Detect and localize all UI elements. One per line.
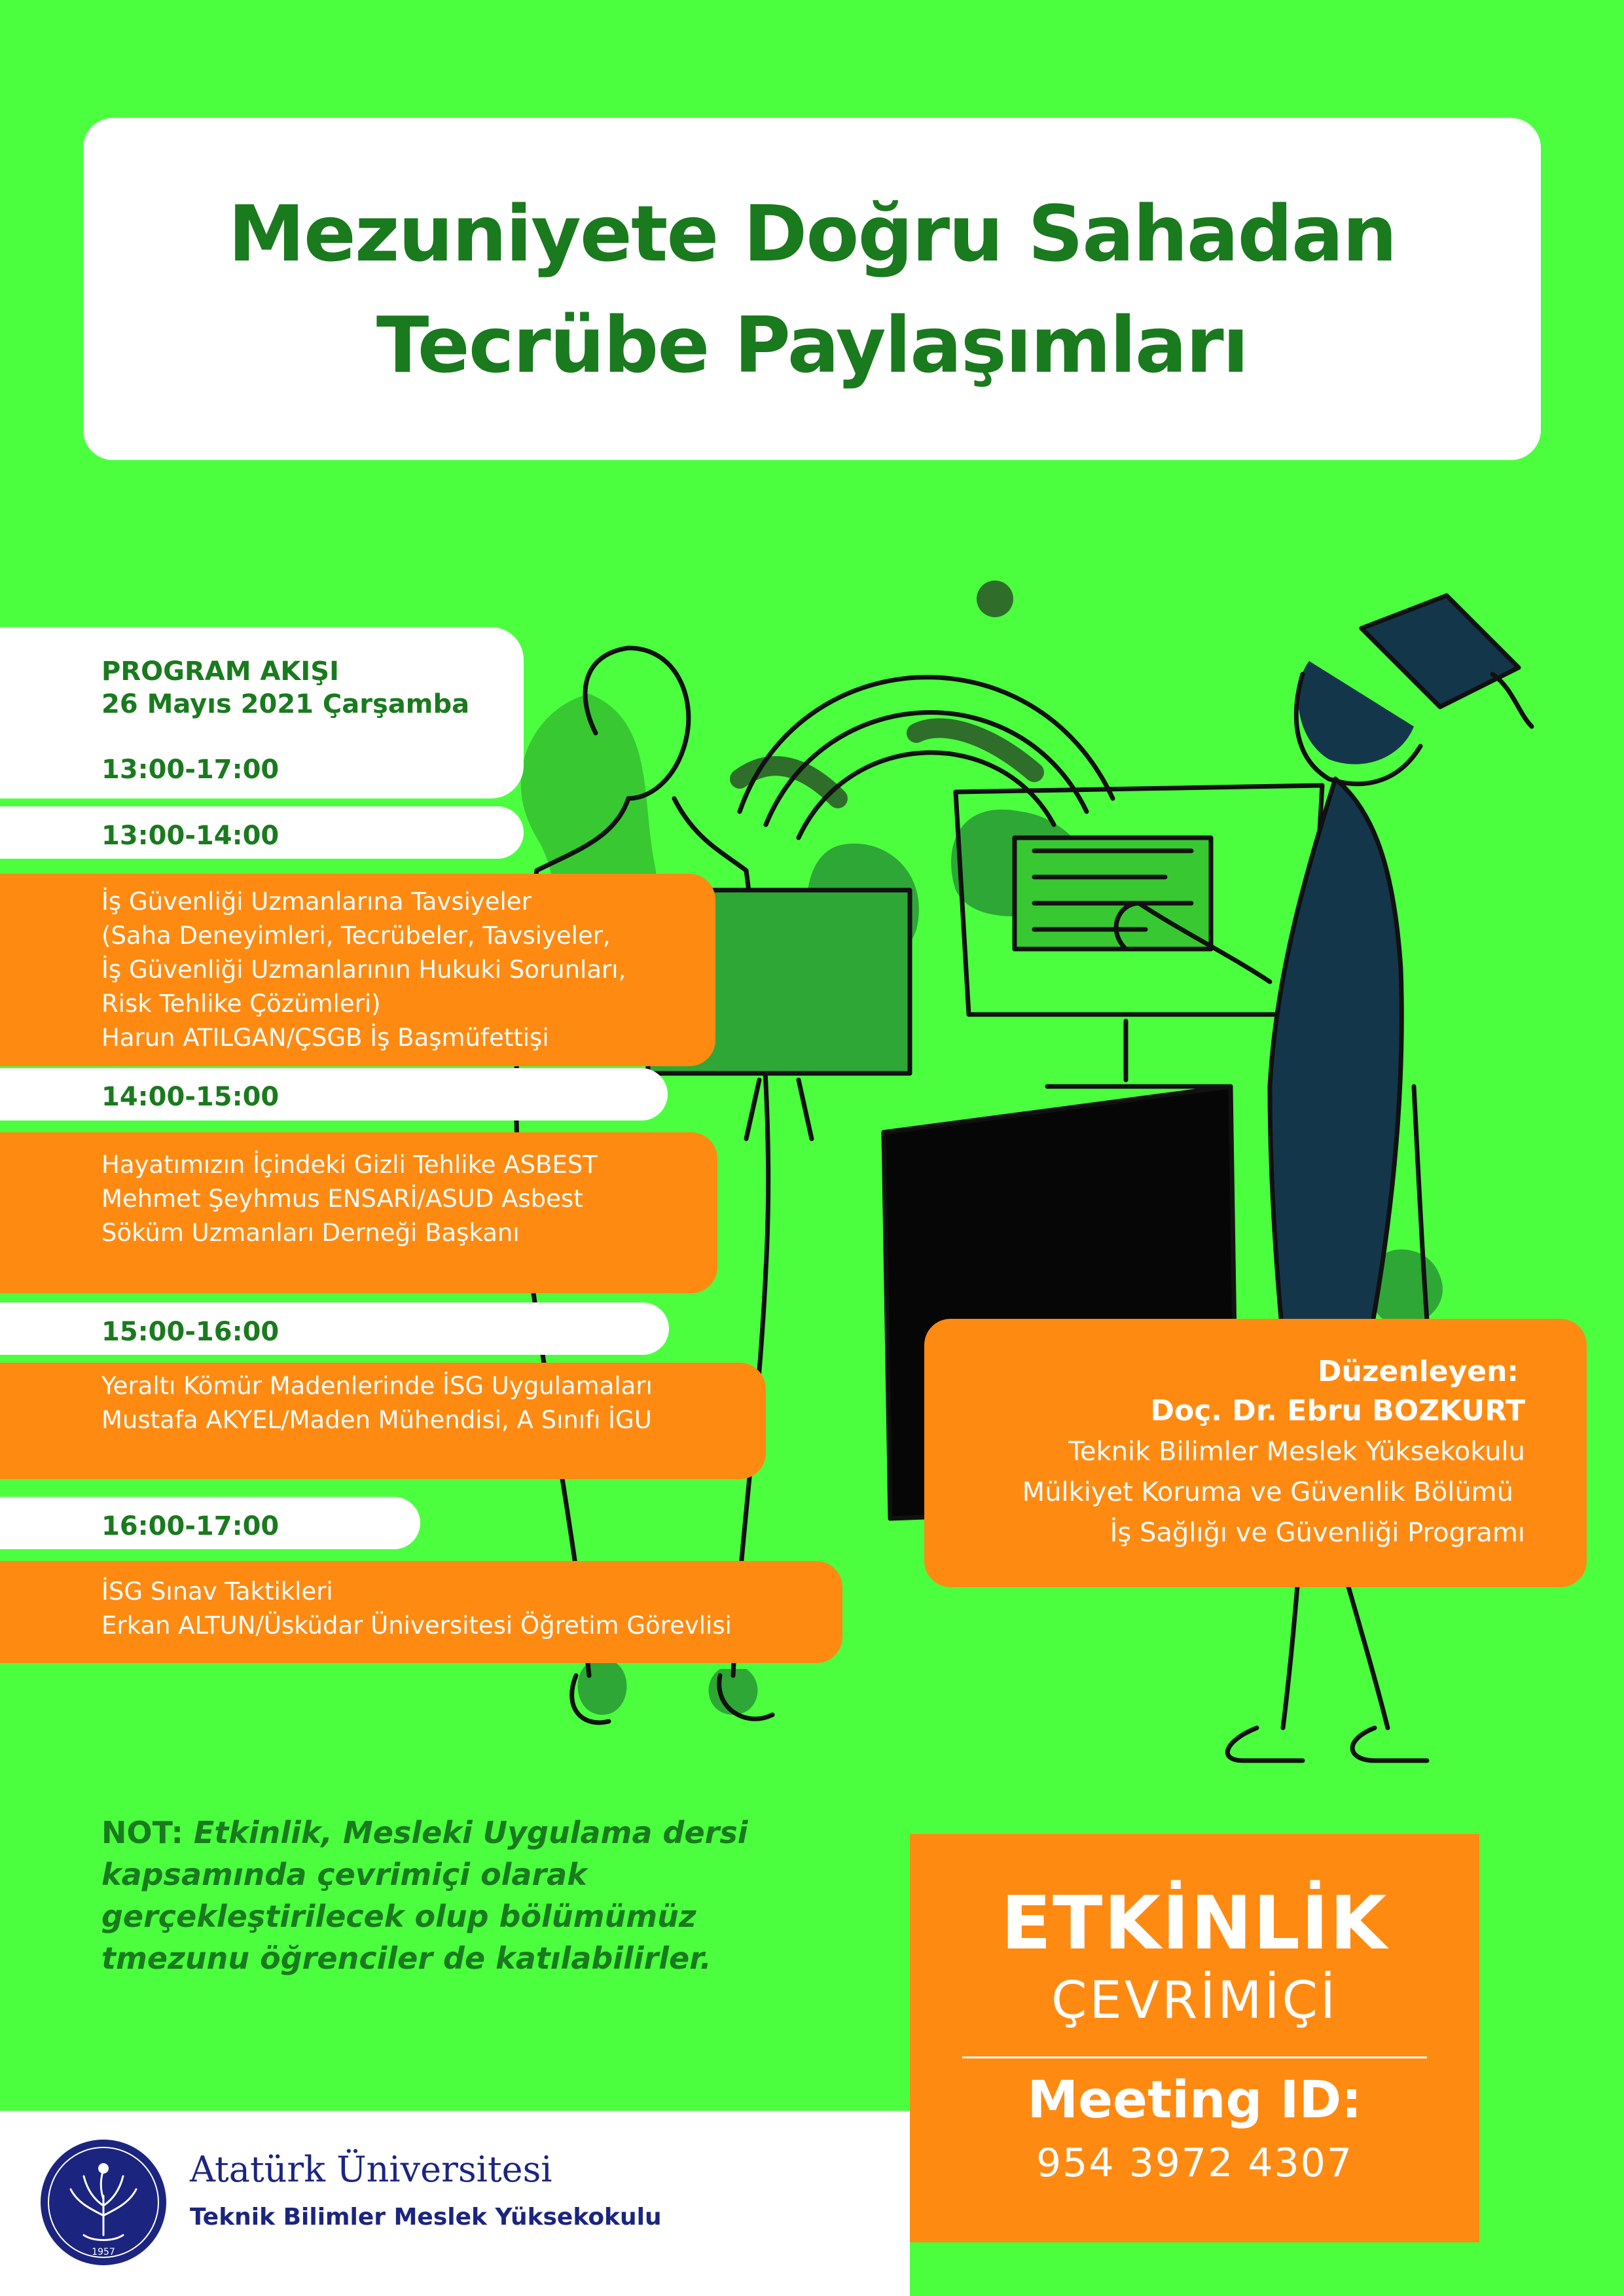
title-line-1: Mezuniyete Doğru Sahadan bbox=[228, 188, 1396, 279]
session-2-line-3: Söküm Uzmanları Derneği Başkanı bbox=[101, 1219, 520, 1247]
title-line-2: Tecrübe Paylaşımları bbox=[376, 299, 1248, 390]
organizer-text bbox=[943, 1352, 1519, 1392]
session-1-speaker: Harun ATILGAN/ÇSGB İş Başmüfettişi bbox=[101, 1024, 549, 1052]
organizer-label: Düzenleyen: bbox=[1318, 1355, 1519, 1388]
university-name: Atatürk Üniversitesi bbox=[190, 2149, 552, 2190]
session-4-line-1: İSG Sınav Taktikleri bbox=[101, 1577, 333, 1605]
session-1-line-3: İş Güvenliği Uzmanlarının Hukuki Sorunları, bbox=[101, 956, 626, 984]
event-mode: ÇEVRİMİÇİ bbox=[1051, 1971, 1339, 2030]
session-3-speaker: Mustafa AKYEL/Maden Mühendisi, A Sınıfı İGU bbox=[101, 1406, 652, 1434]
university-seal-icon bbox=[38, 2137, 169, 2268]
event-divider bbox=[962, 2056, 1427, 2058]
meeting-id: 954 3972 4307 bbox=[1036, 2140, 1354, 2186]
note bbox=[101, 1812, 756, 1979]
session-1-line-1: İş Güvenliği Uzmanlarına Tavsiyeler bbox=[101, 888, 532, 916]
note-label: NOT: bbox=[101, 1815, 183, 1850]
session-2-line-2: Mehmet Şeyhmus ENSARİ/ASUD Asbest bbox=[101, 1185, 583, 1213]
organizer-name: Doç. Dr. Ebru BOZKURT bbox=[1150, 1394, 1525, 1427]
session-2-line-1: Hayatımızın İçindeki Gizli Tehlike ASBEST bbox=[101, 1151, 598, 1179]
event-box bbox=[910, 1834, 1479, 2242]
meeting-id-label: Meeting ID: bbox=[1027, 2071, 1362, 2130]
session-4-time: 16:00-17:00 bbox=[101, 1511, 280, 1541]
event-title: ETKİNLİK bbox=[1001, 1881, 1388, 1966]
title-box bbox=[83, 118, 1541, 460]
program-heading: PROGRAM AKIŞI bbox=[101, 656, 339, 687]
school-name: Teknik Bilimler Meslek Yüksekokulu bbox=[190, 2204, 662, 2231]
seal-year: 1957 bbox=[92, 2247, 115, 2257]
program-date: 26 Mayıs 2021 Çarşamba bbox=[101, 689, 470, 719]
session-3-time: 15:00-16:00 bbox=[101, 1317, 280, 1347]
session-2-time: 14:00-15:00 bbox=[101, 1082, 280, 1112]
note-text: Etkinlik, Mesleki Uygulama dersi kapsamında çevrimiçi olarak gerçekleştirilecek olup bölümümüz tmezunu öğrenciler de katılabilirler. bbox=[101, 1815, 748, 1976]
session-1-line-4: Risk Tehlike Çözümleri) bbox=[101, 990, 381, 1018]
session-1-time: 13:00-14:00 bbox=[101, 821, 280, 851]
session-3-time-pill bbox=[0, 1302, 669, 1355]
session-4-speaker: Erkan ALTUN/Üsküdar Üniversitesi Öğretim Görevlisi bbox=[101, 1611, 732, 1640]
organizer-line-3: İş Sağlığı ve Güvenliği Programı bbox=[1110, 1518, 1525, 1548]
session-1-line-2: (Saha Deneyimleri, Tecrübeler, Tavsiyeler, bbox=[101, 922, 611, 950]
program-overall-time: 13:00-17:00 bbox=[101, 755, 280, 785]
organizer-line-2: Mülkiyet Koruma ve Güvenlik Bölümü bbox=[1022, 1477, 1513, 1507]
session-2-time-pill bbox=[0, 1068, 668, 1121]
organizer-line-1: Teknik Bilimler Meslek Yüksekokulu bbox=[1068, 1437, 1525, 1467]
session-3-line-1: Yeraltı Kömür Madenlerinde İSG Uygulamaları bbox=[101, 1372, 653, 1400]
footer bbox=[0, 2111, 910, 2296]
